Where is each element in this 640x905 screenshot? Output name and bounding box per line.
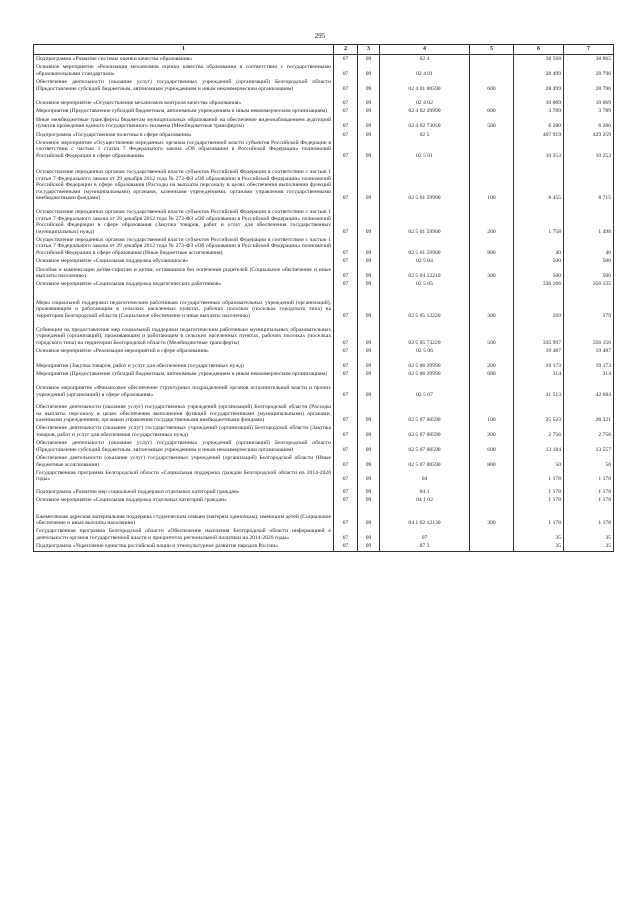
row-amount-year-2: 26 321 [564,403,614,424]
table-row [34,347,614,355]
table-body [34,55,614,552]
row-name: Основное мероприятие «Социальная поддержка обучающихся» [34,257,334,265]
row-name: Основное мероприятие «Осуществление переданных органам государственной власти субъектов Российской Федерации в соответствии с частью 1 статьи 7 Федерального закона «Об образовании в Российской Федерации» полномочий Российской Федерации в сфере образования» [34,139,334,160]
row-expense-type: 200 [470,362,514,370]
row-amount-year-1: 40 [514,236,564,257]
row-subsection: 09 [358,542,380,551]
row-amount-year-2: 28 796 [564,63,614,78]
table-row [34,116,614,131]
row-subsection: 09 [358,384,380,399]
spacer-cell [514,505,564,513]
budget-table [33,44,614,552]
table-row [34,99,614,107]
row-name: Мероприятия (Закупка товаров, работ и услуг для обеспечения государственных нужд) [34,362,334,370]
row-expense-type: 300 [470,299,514,320]
row-target-code: 02 4 02 29990 [380,107,470,115]
row-amount-year-2: 35 [564,542,614,551]
row-target-code: 02 5 01 59900 [380,168,470,202]
column-header-3: 3 [358,45,380,55]
page-number: 295 [314,32,326,40]
row-amount-year-1: 35 [514,527,564,542]
row-section: 07 [334,542,358,551]
row-amount-year-1: 336 166 [514,280,564,288]
row-name: Обеспечение деятельности (оказание услуг) государственных учреждений (организаций) Белгородской области (Иные бюджетные ассигнования) [34,454,334,469]
row-subsection: 09 [358,347,380,355]
row-expense-type: 800 [470,236,514,257]
row-name: Основное мероприятие «Социальная поддержка педагогических работников» [34,280,334,288]
row-section: 07 [334,454,358,469]
row-subsection: 09 [358,131,380,139]
row-expense-type: 600 [470,370,514,378]
row-amount-year-2: 35 [564,527,614,542]
row-expense-type [470,527,514,542]
row-section: 07 [334,347,358,355]
row-expense-type: 600 [470,107,514,115]
row-subsection: 09 [358,527,380,542]
row-amount-year-1: 6 280 [514,116,564,131]
row-target-code: 02 5 06 [380,347,470,355]
row-amount-year-2: 13 557 [564,439,614,454]
row-subsection: 09 [358,236,380,257]
row-amount-year-1: 1 178 [514,513,564,528]
table-row [34,488,614,496]
row-section: 07 [334,107,358,115]
table-header-row [34,45,614,55]
row-target-code: 02 5 05 12220 [380,299,470,320]
spacer-cell [334,505,358,513]
row-amount-year-2: 1 178 [564,469,614,484]
spacer-cell [34,289,334,299]
row-name: Ежемесячная адресная материальная поддержка студенческим семьям (матерям одиночкам), имеющим детей (Социальное обеспечение и иные выплаты населению) [34,513,334,528]
table-row [34,326,614,347]
row-target-code: 02 4 [380,55,470,64]
row-target-code: 04 1 02 12130 [380,513,470,528]
row-section: 07 [334,439,358,454]
row-amount-year-2: 2 756 [564,424,614,439]
row-target-code: 02 5 [380,131,470,139]
row-amount-year-2: 1 498 [564,208,614,236]
row-amount-year-1: 2 756 [514,424,564,439]
row-name: Подпрограмма «Государственная политика в сфере образования» [34,131,334,139]
row-name: Пособия и компенсации детям-сиротам и детям, оставшимся без попечения родителей (Социальное обеспечение и иные выплаты населению) [34,266,334,281]
row-target-code: 02 4 01 [380,63,470,78]
row-expense-type: 600 [470,439,514,454]
row-amount-year-1: 28 499 [514,78,564,93]
row-amount-year-2: 356 156 [564,326,614,347]
row-amount-year-2: 19 173 [564,362,614,370]
row-amount-year-1: 13 184 [514,439,564,454]
row-target-code: 02 5 07 00590 [380,403,470,424]
row-name: Обеспечение деятельности (оказание услуг) государственных учреждений (организаций) Белгородской области (Закупка товаров, работ и услуг для обеспечения государственных нужд) [34,424,334,439]
row-amount-year-2: 38 865 [564,55,614,64]
table-row [34,236,614,257]
row-target-code: 07 3 [380,542,470,551]
column-header-5: 5 [470,45,514,55]
row-target-code: 02 5 04 [380,257,470,265]
row-expense-type [470,469,514,484]
row-target-code: 02 4 02 [380,99,470,107]
row-section: 07 [334,496,358,504]
row-amount-year-1: 407 919 [514,131,564,139]
spacer-cell [34,505,334,513]
table-row [34,208,614,236]
row-subsection: 09 [358,403,380,424]
row-section: 07 [334,208,358,236]
row-section: 07 [334,362,358,370]
table-row [34,527,614,542]
row-section: 07 [334,384,358,399]
row-expense-type [470,496,514,504]
row-section: 07 [334,236,358,257]
spacer-cell [380,160,470,168]
row-section: 07 [334,116,358,131]
table-row [34,63,614,78]
row-subsection: 09 [358,107,380,115]
spacer-cell [514,289,564,299]
table-row [34,107,614,115]
row-amount-year-1: 8 455 [514,168,564,202]
row-name: Обеспечение деятельности (оказание услуг) государственных учреждений (организаций) Белгородской области (Предоставление субсидий бюджетным, автономным учреждениям и иным некоммерческим организациям) [34,439,334,454]
row-subsection: 09 [358,168,380,202]
spacer-cell [470,505,514,513]
row-subsection: 09 [358,469,380,484]
row-amount-year-1: 10 069 [514,99,564,107]
row-name: Осуществление переданных органам государственной власти субъектов Российской Федерации в соответствии с частью 1 статьи 7 Федерального закона от 29 декабря 2012 года № 273-ФЗ «Об образовании в Российской Федерации» полномочий Российской Федерации в сфере образования (Закупка товаров, работ и услуг для обеспечения государственных (муниципальных) нужд) [34,208,334,236]
spacer-cell [380,289,470,299]
row-amount-year-2: 28 796 [564,78,614,93]
row-expense-type: 100 [470,403,514,424]
row-target-code: 02 5 04 12210 [380,266,470,281]
row-expense-type [470,384,514,399]
row-amount-year-1: 169 [514,299,564,320]
row-amount-year-2: 1 178 [564,488,614,496]
spacer-cell [470,289,514,299]
row-name: Основное мероприятие «Социальная поддержка отдельных категорий граждан» [34,496,334,504]
row-section: 07 [334,266,358,281]
row-section: 07 [334,488,358,496]
row-section: 07 [334,139,358,160]
row-subsection: 09 [358,280,380,288]
row-expense-type [470,139,514,160]
row-target-code: 02 5 05 [380,280,470,288]
table-row [34,139,614,160]
row-name: Иные межбюджетные трансферты бюджетам муниципальных образований на обеспечение видеонаблюдением аудиторий пунктов проведения единого государственного экзамена (Межбюджетные трансферты) [34,116,334,131]
row-subsection: 09 [358,439,380,454]
row-name: Обеспечение деятельности (оказание услуг) государственных учреждений (организаций) Белгородской области (Расходы на выплаты персоналу в целях обеспечения выполнения функций государственными (муниципальными) органами, казенными учреждениями, органами управления государственными внебюджетными фондами) [34,403,334,424]
table-row [34,384,614,399]
row-expense-type: 200 [470,208,514,236]
row-expense-type: 300 [470,513,514,528]
row-target-code: 07 [380,527,470,542]
table-row [34,454,614,469]
row-subsection: 09 [358,513,380,528]
spacer-cell [564,289,614,299]
row-amount-year-2: 6 280 [564,116,614,131]
table-row [34,513,614,528]
row-expense-type: 200 [470,424,514,439]
row-amount-year-2: 356 335 [564,280,614,288]
row-section: 07 [334,370,358,378]
row-section: 07 [334,299,358,320]
table-row [34,257,614,265]
row-amount-year-1: 10 253 [514,139,564,160]
row-target-code: 02 4 01 00590 [380,78,470,93]
row-amount-year-1: 3 789 [514,107,564,115]
row-target-code: 04 1 02 [380,496,470,504]
spacer-row [34,160,614,168]
row-amount-year-1: 38 568 [514,55,564,64]
column-header-6: 6 [514,45,564,55]
row-expense-type [470,99,514,107]
row-name: Основное мероприятие «Реализация мероприятий в сфере образования» [34,347,334,355]
budget-table-sheet [33,44,613,552]
row-amount-year-1: 314 [514,370,564,378]
spacer-row [34,289,614,299]
row-subsection: 09 [358,299,380,320]
row-name: Подпрограмма «Укрепление единства российской нации и этнокультурное развитие народов России» [34,542,334,551]
row-section: 07 [334,403,358,424]
row-name: Осуществление переданных органам государственной власти субъектов Российской Федерации в соответствии с частью 1 статьи 7 Федерального закона от 29 декабря 2012 года № 273-ФЗ «Об образовании в Российской Федерации» полномочий Российской Федерации в сфере образования (Иные бюджетные ассигнования) [34,236,334,257]
row-name: Осуществление переданных органам государственной власти субъектов Российской Федерации в соответствии с частью 1 статьи 7 Федерального закона от 29 декабря 2012 года № 273-ФЗ «Об образовании в Российской Федерации» полномочий Российской Федерации в сфере образования (Расходы на выплаты персоналу в целях обеспечения выполнения функций государственными (муниципальными) органами, казенными учреждениями, органами управления государственными внебюджетными фондами) [34,168,334,202]
row-amount-year-1: 1 178 [514,496,564,504]
row-section: 07 [334,63,358,78]
row-amount-year-2: 179 [564,299,614,320]
row-subsection: 09 [358,78,380,93]
row-name: Обеспечение деятельности (оказание услуг) государственных учреждений (организаций) Белгородской области (Предоставление субсидий бюджетным, автономным учреждениям и иным некоммерческим организациям) [34,78,334,93]
spacer-cell [380,505,470,513]
spacer-cell [470,160,514,168]
spacer-cell [358,505,380,513]
row-subsection: 09 [358,257,380,265]
table-row [34,469,614,484]
column-header-7: 7 [564,45,614,55]
row-section: 07 [334,280,358,288]
row-amount-year-2: 3 789 [564,107,614,115]
row-section: 07 [334,168,358,202]
row-name: Основное мероприятие «Финансовое обеспечение структурных подразделений органов исполнительной власти и прочих учреждений (организаций) в сфере образования» [34,384,334,399]
row-amount-year-1: 35 [514,542,564,551]
row-amount-year-2: 10 069 [564,99,614,107]
row-expense-type: 300 [470,266,514,281]
row-section: 07 [334,513,358,528]
row-target-code: 02 5 01 [380,139,470,160]
spacer-cell [334,289,358,299]
row-amount-year-2: 42 684 [564,384,614,399]
row-amount-year-1: 335 997 [514,326,564,347]
row-target-code: 04 [380,469,470,484]
row-amount-year-2: 40 [564,236,614,257]
table-row [34,266,614,281]
row-target-code: 02 5 01 59900 [380,236,470,257]
spacer-cell [358,160,380,168]
row-subsection: 09 [358,63,380,78]
row-amount-year-2: 1 178 [564,513,614,528]
row-name: Основное мероприятие «Реализация механизмов оценки качества образования в соответствии с государственными образовательными стандартами» [34,63,334,78]
row-name: Подпрограмма «Развитие мер социальной поддержки отдельных категорий граждан» [34,488,334,496]
row-section: 07 [334,257,358,265]
row-amount-year-2: 500 [564,257,614,265]
row-amount-year-1: 25 523 [514,403,564,424]
row-expense-type [470,542,514,551]
row-expense-type [470,63,514,78]
table-row [34,370,614,378]
table-row [34,403,614,424]
row-name: Государственная программа Белгородской области «Социальная поддержка граждан Белгородской области на 2014-2020 годы» [34,469,334,484]
spacer-row [34,505,614,513]
row-amount-year-2: 500 [564,266,614,281]
row-target-code: 04 1 [380,488,470,496]
row-amount-year-2: 1 178 [564,496,614,504]
table-row [34,496,614,504]
spacer-cell [514,160,564,168]
row-name: Субвенции на предоставление мер социальной поддержки педагогическим работникам муниципальных образовательных учреждений (организаций), проживающим и работающим в сельских населенных пунктах, рабочих поселках (поселках городского типа) на территории Белгородской области (Межбюджетные трансферты) [34,326,334,347]
row-section: 07 [334,78,358,93]
row-target-code: 02 5 07 00590 [380,454,470,469]
row-target-code: 02 5 07 00590 [380,439,470,454]
table-row [34,280,614,288]
row-subsection: 09 [358,139,380,160]
table-row [34,78,614,93]
row-target-code: 02 5 01 59900 [380,208,470,236]
column-header-4: 4 [380,45,470,55]
row-expense-type: 500 [470,326,514,347]
row-amount-year-2: 429 259 [564,131,614,139]
spacer-cell [358,289,380,299]
row-name: Мероприятия (Предоставление субсидий бюджетным, автономным учреждениям и иным некоммерческим организациям) [34,370,334,378]
table-row [34,55,614,64]
table-row [34,424,614,439]
row-expense-type: 500 [470,116,514,131]
row-target-code: 02 4 02 73050 [380,116,470,131]
row-section: 07 [334,424,358,439]
row-subsection: 09 [358,362,380,370]
table-row [34,168,614,202]
row-section: 07 [334,527,358,542]
row-expense-type: 800 [470,454,514,469]
row-name: Мероприятия (Предоставление субсидий бюджетным, автономным учреждениям и иным некоммерческим организациям) [34,107,334,115]
spacer-cell [34,160,334,168]
row-subsection: 09 [358,55,380,64]
row-expense-type [470,280,514,288]
row-subsection: 09 [358,326,380,347]
spacer-cell [334,160,358,168]
row-subsection: 09 [358,116,380,131]
row-amount-year-2: 314 [564,370,614,378]
row-expense-type [470,488,514,496]
row-subsection: 09 [358,488,380,496]
row-amount-year-2: 8 715 [564,168,614,202]
row-amount-year-1: 500 [514,266,564,281]
row-expense-type: 100 [470,168,514,202]
row-name: Подпрограмма «Развитие системы оценки качества образования» [34,55,334,64]
row-subsection: 09 [358,454,380,469]
row-amount-year-1: 41 513 [514,384,564,399]
row-expense-type [470,131,514,139]
table-row [34,439,614,454]
table-row [34,299,614,320]
spacer-cell [564,505,614,513]
row-target-code: 02 5 06 29990 [380,362,470,370]
spacer-cell [564,160,614,168]
row-subsection: 09 [358,266,380,281]
row-name: Меры социальной поддержки педагогическим работникам государственных образовательных учреждений (организаций), проживающим и работающим в сельских населенных пунктах, рабочих поселках (поселках городского типа) на территории Белгородской области (Социальное обеспечение и иные выплаты населению) [34,299,334,320]
row-section: 07 [334,55,358,64]
row-target-code: 02 5 06 29990 [380,370,470,378]
row-amount-year-1: 19 487 [514,347,564,355]
row-section: 07 [334,131,358,139]
column-header-1: 1 [34,45,334,55]
row-amount-year-1: 1 758 [514,208,564,236]
row-subsection: 09 [358,370,380,378]
column-header-2: 2 [334,45,358,55]
row-expense-type [470,257,514,265]
row-subsection: 09 [358,496,380,504]
row-target-code: 02 5 07 [380,384,470,399]
row-amount-year-2: 19 487 [564,347,614,355]
row-target-code: 02 5 05 73220 [380,326,470,347]
row-amount-year-2: 50 [564,454,614,469]
row-subsection: 09 [358,99,380,107]
row-expense-type [470,55,514,64]
row-amount-year-2: 10 253 [564,139,614,160]
row-section: 07 [334,326,358,347]
row-subsection: 09 [358,424,380,439]
row-subsection: 09 [358,208,380,236]
row-expense-type: 600 [470,78,514,93]
row-amount-year-1: 28 499 [514,63,564,78]
table-row [34,131,614,139]
table-row [34,542,614,551]
table-row [34,362,614,370]
row-amount-year-1: 1 178 [514,469,564,484]
row-amount-year-1: 19 173 [514,362,564,370]
row-amount-year-1: 500 [514,257,564,265]
row-expense-type [470,347,514,355]
row-amount-year-1: 50 [514,454,564,469]
row-name: Государственная программа Белгородской области «Обеспечение населения Белгородской области информацией о деятельности органов государственной власти и приоритетах региональной политики на 2014-2020 годы» [34,527,334,542]
row-section: 07 [334,469,358,484]
row-section: 07 [334,99,358,107]
row-name: Основное мероприятие «Осуществление механизмов контроля качества образования» [34,99,334,107]
row-amount-year-1: 1 178 [514,488,564,496]
row-target-code: 02 5 07 00590 [380,424,470,439]
